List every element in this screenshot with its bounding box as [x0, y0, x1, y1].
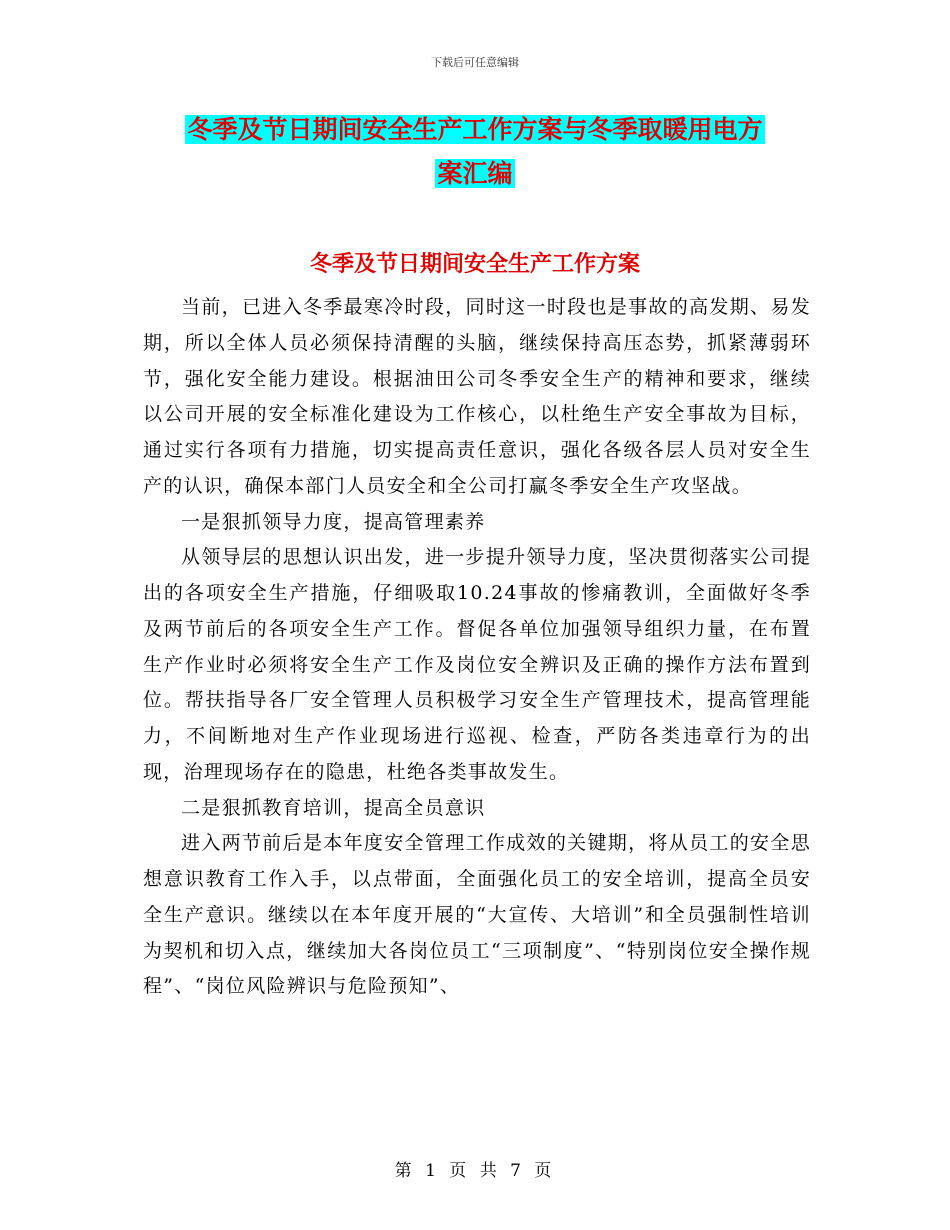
paragraph-training: 进入两节前后是本年度安全管理工作成效的关键期，将从员工的安全思想意识教育工作入手，以点带面，全面强化员工的安全培训，提高全员安全生产意识。继续以在本年度开展的“大宣传、大培训”和全员强制性培训为契机和切入点，继续加大各岗位员工“三项制度”、“特别岗位安全操作规程”、“岗位风险辨识与危险预知”、 [143, 832, 811, 998]
main-title-line-1 [0, 112, 950, 148]
paragraph-leadership: 从领导层的思想认识出发，进一步提升领导力度，坚决贯彻落实公司提出的各项安全生产措施，仔细吸取10.24事故的惨痛教训，全面做好冬季及两节前后的各项安全生产工作。督促各单位加强领导组织力量，在布置生产作业时必须将安全生产工作及岗位安全辨识及正确的操作方法布置到位。帮扶指导各厂安全管理人员积极学习安全生产管理技术，提高管理能力，不间断地对生产作业现场进行巡视、检查，严防各类违章行为的出现，治理现场存在的隐患，杜绝各类事故发生。 [143, 546, 811, 783]
page-number: 第 1 页 共 7 页 [394, 1161, 556, 1181]
heading-training: 二是狠抓教育培训，提高全员意识 [181, 796, 486, 819]
main-title-text-1: 冬季及节日期间安全生产工作方案与冬季取暖用电方 [187, 115, 763, 144]
body-text [143, 290, 811, 1005]
section-title: 冬季及节日期间安全生产工作方案 [309, 251, 640, 277]
main-title-line-2 [0, 156, 950, 192]
main-title-text-2: 案汇编 [437, 159, 513, 188]
header-note: 下载后可任意编辑 [431, 56, 519, 69]
paragraph-intro: 当前，已进入冬季最寒冷时段，同时这一时段也是事故的高发期、易发期，所以全体人员必须保持清醒的头脑，继续保持高压态势，抓紧薄弱环节，强化安全能力建设。根据油田公司冬季安全生产的精神和要求，继续以公司开展的安全标准化建设为工作核心，以杜绝生产安全事故为目标，通过实行各项有力措施，切实提高责任意识，强化各级各层人员对安全生产的认识，确保本部门人员安全和全公司打赢冬季安全生产攻坚战。 [143, 296, 811, 497]
heading-leadership: 一是狠抓领导力度，提高管理素养 [181, 510, 486, 533]
